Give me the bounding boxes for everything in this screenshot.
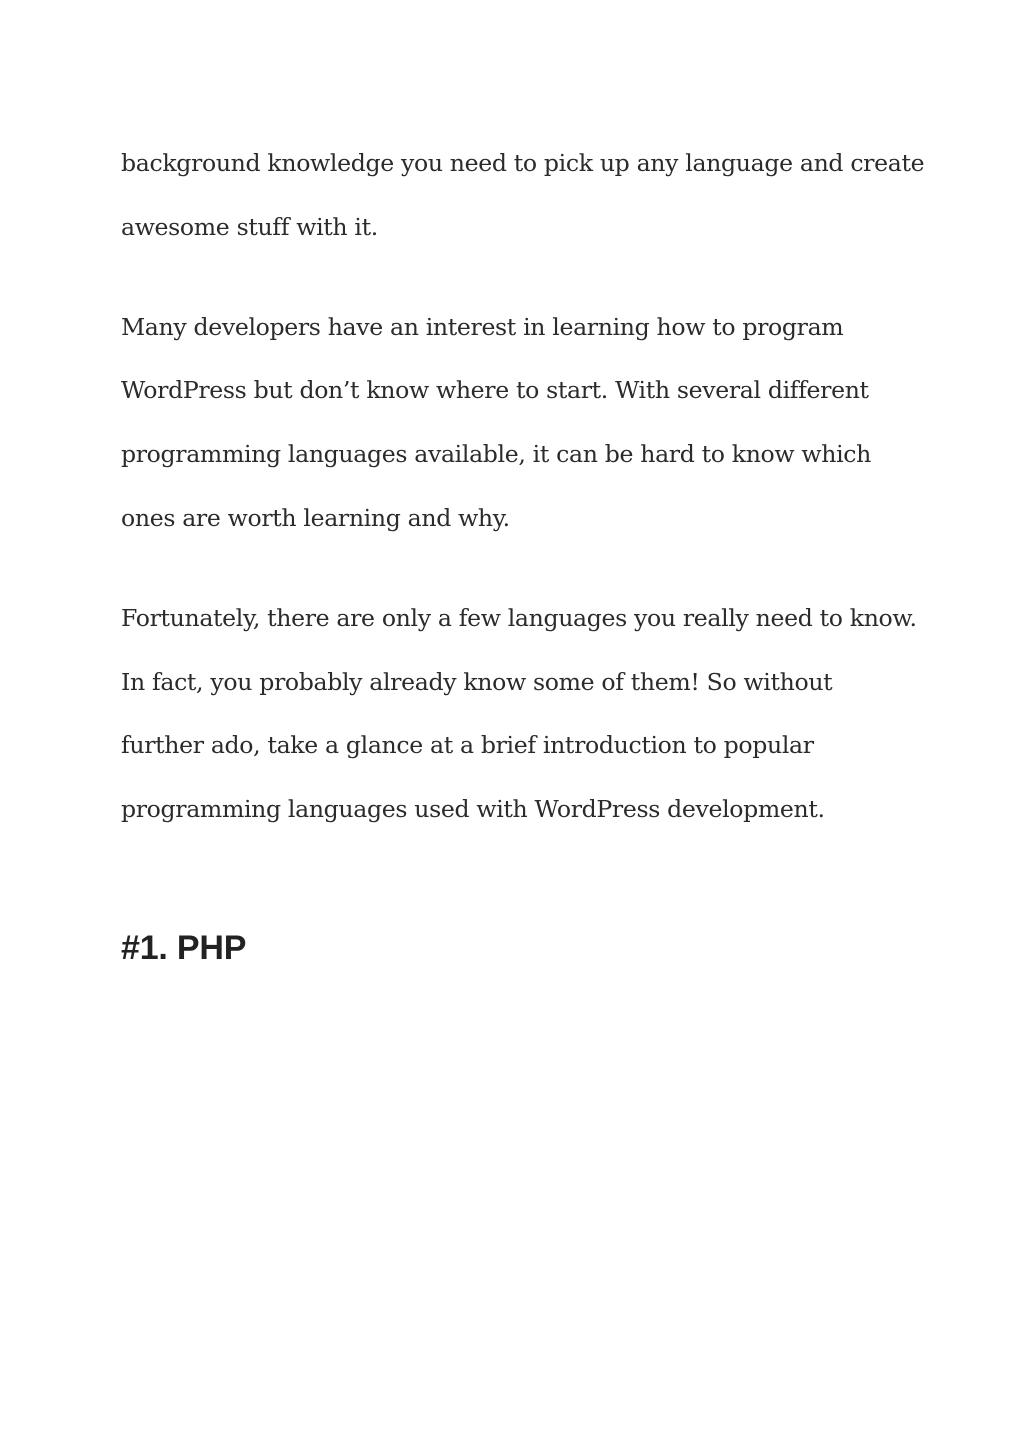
section-heading: #1. PHP: [121, 929, 247, 967]
document-body: [121, 132, 925, 878]
text-line: programming languages available, it can be hard to know which: [121, 440, 871, 469]
text-line: awesome stuff with it.: [121, 212, 378, 241]
text-line: further ado, take a glance at a brief introduction to popular: [121, 731, 814, 760]
text-line: background knowledge you need to pick up any language and create: [121, 149, 925, 177]
paragraph: [121, 132, 925, 260]
text-line: Many developers have an interest in learning how to program: [121, 312, 844, 341]
text-line: programming languages used with WordPress development.: [121, 795, 825, 824]
text-line: In fact, you probably already know some of them! So without: [121, 667, 833, 696]
text-line: Fortunately, there are only a few languages you really need to know.: [121, 603, 917, 632]
text-line: WordPress but don’t know where to start. With several different: [121, 376, 869, 405]
paragraph: [121, 587, 917, 842]
paragraph: [121, 296, 911, 551]
text-line: ones are worth learning and why.: [121, 503, 510, 532]
